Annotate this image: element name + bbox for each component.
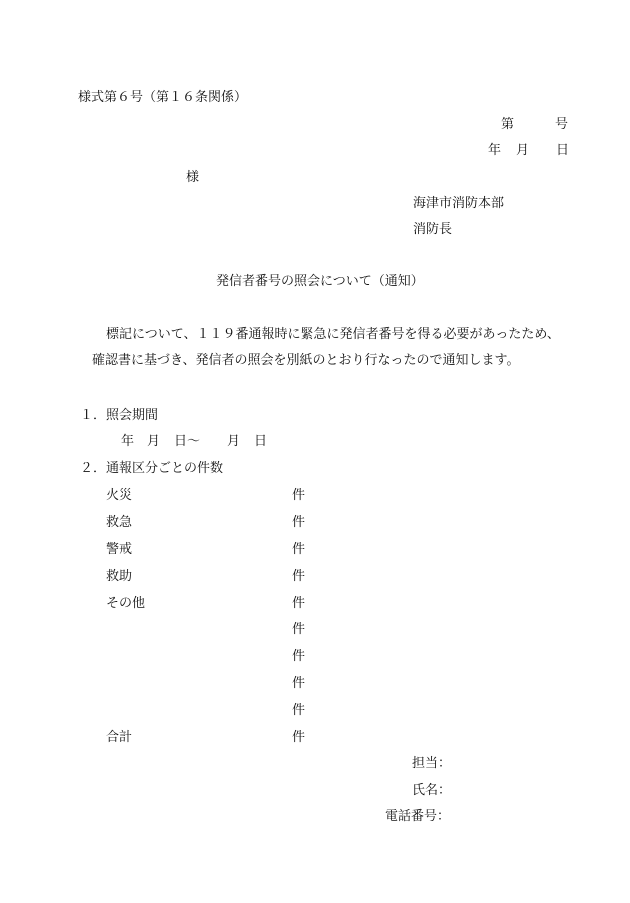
period-day-1: 日〜 [174,434,201,449]
count-unit: 件 [292,569,306,584]
count-label-total: 合計 [106,730,133,745]
date-day: 日 [556,143,570,158]
count-unit: 件 [292,649,306,664]
count-unit: 件 [292,676,306,691]
count-unit: 件 [292,703,306,718]
section1-heading: １．照会期間 [80,408,159,423]
doc-number-suffix: 号 [555,117,569,132]
section2-heading: ２．通報区分ごとの件数 [80,461,224,476]
doc-number-prefix: 第 [501,117,515,132]
contact-person: 担当： [412,756,452,771]
count-label: 救急 [106,515,133,530]
period-year-1: 年 [121,434,135,449]
sender-title: 消防長 [413,222,453,237]
count-unit: 件 [292,622,306,637]
body-line-1: 標記について、１１９番通報時に緊急に発信者番号を得る必要があったため、 [106,327,560,342]
count-label: その他 [106,596,146,611]
contact-name: 氏名： [412,783,452,798]
count-label: 火災 [106,488,133,503]
count-unit: 件 [292,730,306,745]
count-unit: 件 [292,596,306,611]
form-label: 様式第６号（第１６条関係） [78,90,248,105]
document-title: 発信者番号の照会について（通知） [216,274,424,289]
addressee-suffix: 様 [186,170,200,185]
count-label: 救助 [106,569,133,584]
sender-org: 海津市消防本部 [413,196,505,211]
count-unit: 件 [292,488,306,503]
period-day-2: 日 [254,434,268,449]
contact-phone: 電話番号： [385,809,451,824]
count-label: 警戒 [106,542,133,557]
count-unit: 件 [292,542,306,557]
count-unit: 件 [292,515,306,530]
body-line-2: 確認書に基づき、発信者の照会を別紙のとおり行なったので通知します。 [92,353,520,368]
date-year: 年 [488,143,502,158]
period-month-2: 月 [227,434,241,449]
date-month: 月 [516,143,530,158]
period-month-1: 月 [147,434,161,449]
